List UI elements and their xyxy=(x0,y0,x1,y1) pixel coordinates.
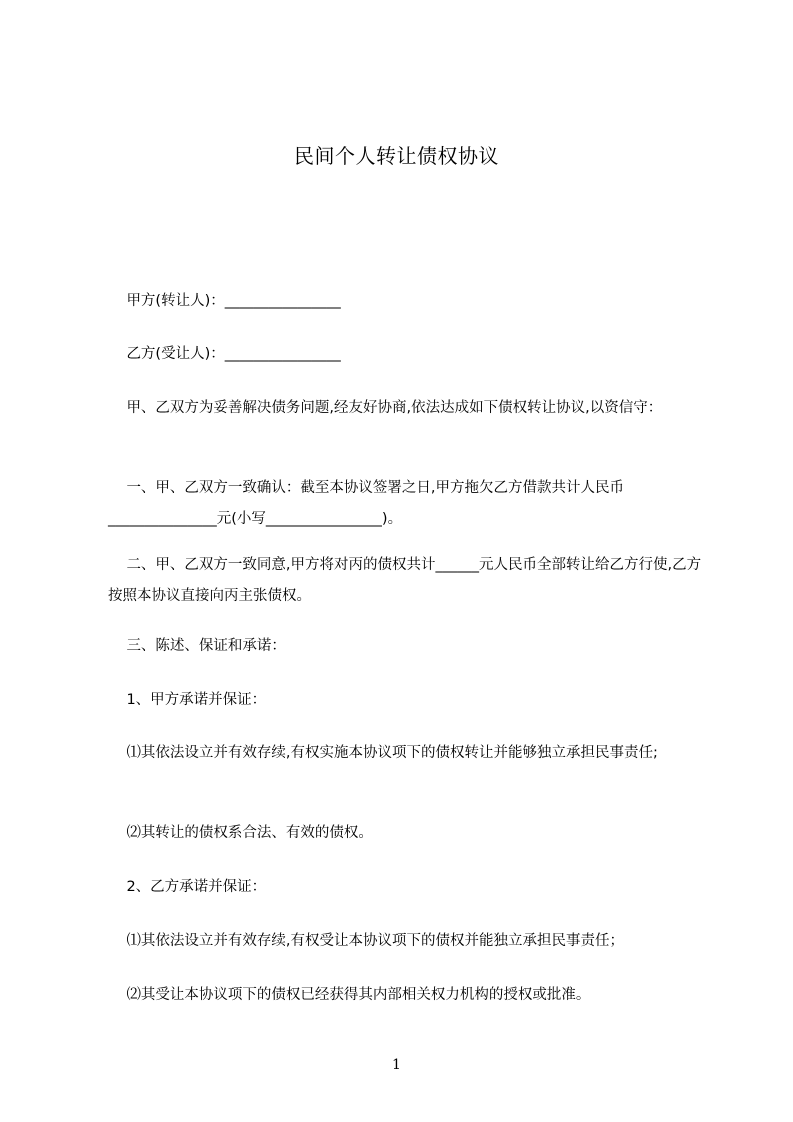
party-a-line: 甲方(转让人)：________________ xyxy=(108,293,341,309)
preamble-paragraph: 甲、乙双方为妥善解决债务问题,经友好协商,依法达成如下债权转让协议,以资信守： xyxy=(108,400,663,416)
page-number: 1 xyxy=(392,1057,401,1073)
party-b-warranty-item-1: ⑴其依法设立并有效存续,有权受让本协议项下的债权并能独立承担民事责任； xyxy=(108,933,625,949)
party-b-line: 乙方(受让人)：________________ xyxy=(108,346,341,362)
party-a-warranty-item-1: ⑴其依法设立并有效存续,有权实施本协议项下的债权转让并能够独立承担民事责任; xyxy=(108,745,658,761)
party-a-warranty-item-2: ⑵其转让的债权系合法、有效的债权。 xyxy=(108,825,373,841)
party-b-warranty-item-2: ⑵其受让本协议项下的债权已经获得其内部相关权力机构的授权或批准。 xyxy=(108,987,591,1003)
document-title: 民间个人转让债权协议 xyxy=(294,144,499,168)
party-a-warranty-heading: 1、甲方承诺并保证： xyxy=(108,692,267,708)
clause-1-paragraph: 一、甲、乙双方一致确认：截至本协议签署之日,甲方拖欠乙方借款共计人民币_______________元(小写________________)。 xyxy=(108,480,625,527)
clause-3-heading: 三、陈述、保证和承诺： xyxy=(108,638,286,654)
clause-2-paragraph: 二、甲、乙双方一致同意,甲方将对丙的债权共计______元人民币全部转让给乙方行使,乙方按照本协议直接向丙主张债权。 xyxy=(108,557,702,604)
party-b-warranty-heading: 2、乙方承诺并保证： xyxy=(108,879,267,895)
